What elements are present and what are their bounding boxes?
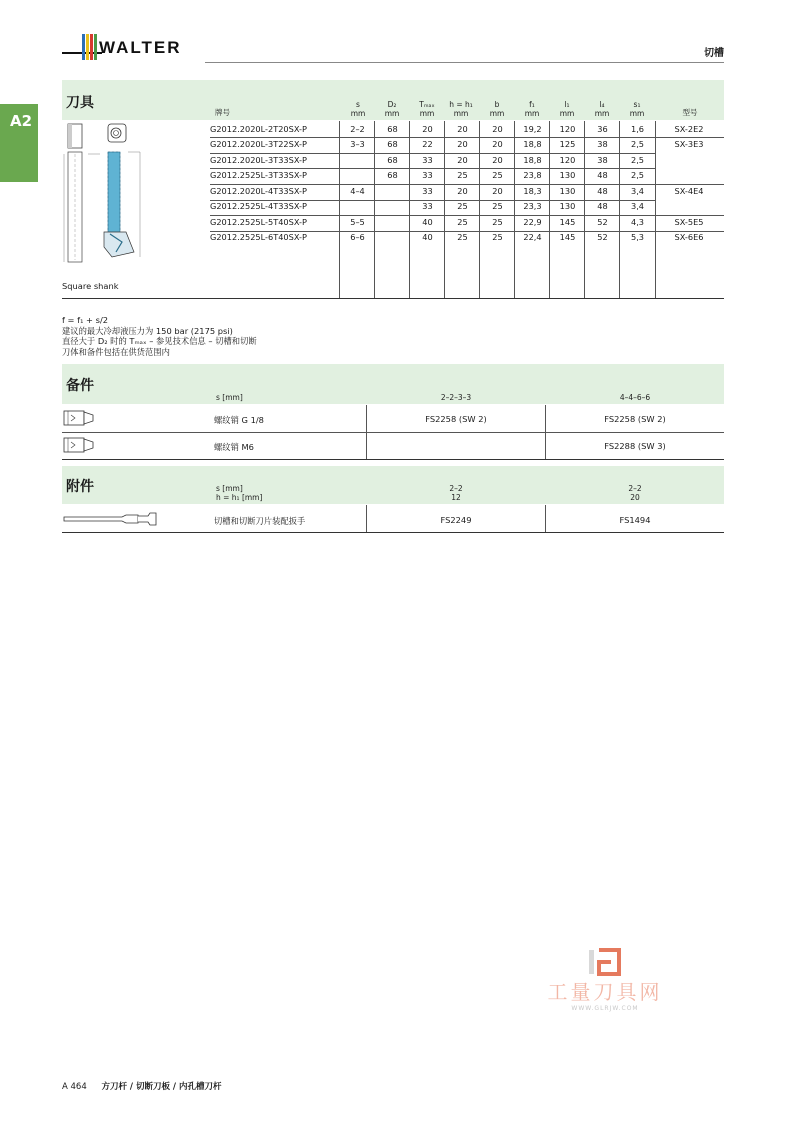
cell-l1: 125 bbox=[559, 139, 576, 150]
acc-col-1: 2–2 12 bbox=[449, 484, 463, 502]
cell-b: 25 bbox=[492, 201, 503, 212]
table-row bbox=[210, 183, 723, 199]
col-l1: l₁ mm bbox=[559, 100, 575, 118]
watermark-logo-icon bbox=[585, 948, 625, 976]
cell-h: 20 bbox=[457, 123, 468, 134]
cell-s1: 3,4 bbox=[630, 185, 645, 196]
col-l4: l₄ mm bbox=[594, 100, 610, 118]
cell-b: 25 bbox=[492, 232, 503, 243]
cell-type bbox=[655, 168, 723, 184]
cell-tmax: 33 bbox=[422, 201, 433, 212]
spare-col-2: 4–4–6–6 bbox=[619, 393, 651, 402]
cell-l1: 120 bbox=[559, 154, 576, 165]
cell-des: G2012.2020L-3T33SX-P bbox=[210, 154, 307, 165]
cell-f1: 22,9 bbox=[523, 216, 542, 227]
cell-d2 bbox=[375, 214, 410, 230]
notes bbox=[62, 315, 257, 357]
grid-line bbox=[62, 532, 724, 533]
screw-pin-icon bbox=[63, 436, 97, 454]
wrench-icon bbox=[62, 511, 162, 527]
grid-line bbox=[655, 121, 656, 299]
col-type: 型号 bbox=[682, 108, 698, 117]
cell-l4: 48 bbox=[597, 170, 608, 181]
grid-line bbox=[339, 121, 340, 299]
cell-b: 20 bbox=[492, 185, 503, 196]
cell-f1: 23,3 bbox=[523, 201, 542, 212]
cell-d2 bbox=[375, 183, 410, 199]
table-row bbox=[210, 137, 723, 153]
cell-s: 2–2 bbox=[350, 123, 365, 134]
grid-line bbox=[409, 121, 410, 299]
cell-s1: 1,6 bbox=[630, 123, 645, 134]
cell-des: G2012.2020L-2T20SX-P bbox=[210, 123, 307, 134]
cell-tmax: 33 bbox=[422, 185, 433, 196]
col-d2: D₂ mm bbox=[384, 100, 400, 118]
watermark bbox=[535, 948, 675, 1012]
cell-s: 5–5 bbox=[350, 216, 365, 227]
tool-drawing-icon bbox=[60, 122, 160, 272]
cell-s1: 2,5 bbox=[630, 154, 645, 165]
cell-l4: 52 bbox=[597, 216, 608, 227]
table-row bbox=[210, 168, 723, 184]
acc-row-c2: FS1494 bbox=[619, 515, 651, 525]
acc-col-2: 2–2 20 bbox=[628, 484, 642, 502]
col-b: b mm bbox=[489, 100, 505, 118]
grid-line bbox=[210, 168, 656, 169]
cell-l4: 38 bbox=[597, 139, 608, 150]
table-row bbox=[210, 214, 723, 230]
spare-row-c2: FS2288 (SW 3) bbox=[604, 441, 666, 451]
grid-line bbox=[584, 121, 585, 299]
grid-line bbox=[210, 231, 724, 232]
grid-line bbox=[374, 121, 375, 299]
cell-h: 20 bbox=[457, 185, 468, 196]
cell-h: 25 bbox=[457, 201, 468, 212]
cell-f1: 19,2 bbox=[523, 123, 542, 134]
grid-line bbox=[210, 215, 724, 216]
grid-line bbox=[210, 137, 724, 138]
grid-line bbox=[619, 121, 620, 299]
grid-line bbox=[549, 121, 550, 299]
table-row bbox=[210, 121, 723, 137]
cell-f1: 23,8 bbox=[523, 170, 542, 181]
spare-row-c1: FS2258 (SW 2) bbox=[425, 414, 487, 424]
col-s: s mm bbox=[350, 100, 366, 118]
cell-tmax: 40 bbox=[422, 216, 433, 227]
cell-l1: 145 bbox=[559, 216, 576, 227]
cell-h: 20 bbox=[457, 154, 468, 165]
brand-logo-text: WALTER bbox=[99, 38, 182, 57]
side-tab[interactable] bbox=[0, 104, 38, 182]
cell-l4: 38 bbox=[597, 154, 608, 165]
screw-pin-icon bbox=[63, 409, 97, 427]
cell-tmax: 22 bbox=[422, 139, 433, 150]
cell-s1: 3,4 bbox=[630, 201, 645, 212]
cell-d2: 68 bbox=[387, 123, 398, 134]
cell-s1: 2,5 bbox=[630, 139, 645, 150]
cell-type: SX-3E3 bbox=[674, 139, 704, 150]
page-number: A 464 bbox=[62, 1082, 87, 1092]
cell-type bbox=[655, 152, 723, 168]
cell-type: SX-2E2 bbox=[674, 123, 704, 134]
grid-line bbox=[210, 153, 656, 154]
grid-line bbox=[62, 432, 724, 433]
note-line: f = f₁ + s/2 bbox=[62, 315, 109, 325]
tools-caption: Square shank bbox=[62, 281, 119, 291]
cell-h: 25 bbox=[457, 170, 468, 181]
cell-b: 25 bbox=[492, 170, 503, 181]
cell-l4: 48 bbox=[597, 185, 608, 196]
cell-f1: 22,4 bbox=[523, 232, 542, 243]
footer-path: 方刀杆 / 切断刀板 / 内孔槽刀杆 bbox=[101, 1082, 222, 1092]
cell-s: 4–4 bbox=[350, 185, 365, 196]
cell-s bbox=[340, 152, 375, 168]
cell-s: 3–3 bbox=[350, 139, 365, 150]
grid-line bbox=[62, 459, 724, 460]
note-line: 刀体和备件包括在供货范围内 bbox=[62, 346, 170, 357]
spare-col-label: s [mm] bbox=[216, 393, 243, 402]
cell-tmax: 33 bbox=[422, 170, 433, 181]
cell-des: G2012.2525L-5T40SX-P bbox=[210, 216, 307, 227]
cell-h: 25 bbox=[457, 232, 468, 243]
cell-b: 20 bbox=[492, 154, 503, 165]
cell-l4: 52 bbox=[597, 232, 608, 243]
cell-d2: 68 bbox=[387, 139, 398, 150]
cell-d2: 68 bbox=[387, 154, 398, 165]
cell-type: SX-5E5 bbox=[674, 216, 704, 227]
section-label: 切槽 bbox=[704, 48, 724, 59]
cell-b: 25 bbox=[492, 216, 503, 227]
grid-line bbox=[210, 184, 724, 185]
cell-h: 20 bbox=[457, 139, 468, 150]
cell-des: G2012.2020L-4T33SX-P bbox=[210, 185, 307, 196]
accessories-title: 附件 bbox=[66, 479, 94, 495]
cell-h: 25 bbox=[457, 216, 468, 227]
cell-tmax: 20 bbox=[422, 123, 433, 134]
footer bbox=[62, 1080, 222, 1092]
cell-l1: 120 bbox=[559, 123, 576, 134]
cell-des: G2012.2525L-3T33SX-P bbox=[210, 170, 307, 181]
acc-row-name: 切槽和切断刀片装配扳手 bbox=[214, 516, 306, 526]
tools-table bbox=[210, 121, 723, 245]
cell-l4: 36 bbox=[597, 123, 608, 134]
note-line: 建议的最大冷却液压力为 150 bar (2175 psi) bbox=[62, 325, 233, 336]
col-s1: s₁ mm bbox=[629, 100, 645, 118]
spare-row-name: 螺纹销 G 1/8 bbox=[214, 415, 264, 425]
grid-line bbox=[545, 505, 546, 532]
tools-title: 刀具 bbox=[66, 95, 94, 111]
grid-line bbox=[514, 121, 515, 299]
cell-d2: 68 bbox=[387, 170, 398, 181]
cell-l1: 145 bbox=[559, 232, 576, 243]
spare-row-c2: FS2258 (SW 2) bbox=[604, 414, 666, 424]
cell-f1: 18,8 bbox=[523, 154, 542, 165]
cell-l1: 130 bbox=[559, 185, 576, 196]
walter-logo-icon bbox=[82, 34, 98, 60]
cell-des: G2012.2020L-3T22SX-P bbox=[210, 139, 307, 150]
cell-f1: 18,8 bbox=[523, 139, 542, 150]
spare-col-1: 2–2–3–3 bbox=[440, 393, 472, 402]
cell-l1: 130 bbox=[559, 170, 576, 181]
cell-s1: 2,5 bbox=[630, 170, 645, 181]
cell-s: 6–6 bbox=[350, 232, 365, 243]
cell-s1: 4,3 bbox=[630, 216, 645, 227]
cell-b: 20 bbox=[492, 139, 503, 150]
cell-tmax: 33 bbox=[422, 154, 433, 165]
watermark-text: 工量刀具网 bbox=[547, 980, 663, 1004]
cell-f1: 18,3 bbox=[523, 185, 542, 196]
acc-col-label: s [mm] h = h₁ [mm] bbox=[216, 484, 263, 502]
cell-tmax: 40 bbox=[422, 232, 433, 243]
grid-line bbox=[479, 121, 480, 299]
cell-type: SX-4E4 bbox=[674, 185, 704, 196]
cell-s bbox=[340, 168, 375, 184]
spare-parts-title: 备件 bbox=[66, 378, 94, 394]
grid-line bbox=[444, 121, 445, 299]
table-row bbox=[210, 152, 723, 168]
cell-l4: 48 bbox=[597, 201, 608, 212]
note-line: 直径大于 D₂ 时的 Tₘₐₓ – 参见技术信息 – 切槽和切断 bbox=[62, 336, 257, 346]
col-f1: f₁ mm bbox=[524, 100, 540, 118]
spare-row-name: 螺纹销 M6 bbox=[214, 442, 254, 452]
cell-des: G2012.2525L-6T40SX-P bbox=[210, 232, 307, 243]
acc-row-c1: FS2249 bbox=[440, 515, 472, 525]
col-designation: 牌号 bbox=[215, 108, 230, 117]
cell-type bbox=[655, 199, 723, 215]
side-tab-label: A2 bbox=[10, 112, 33, 130]
cell-s1: 5,3 bbox=[630, 232, 645, 243]
cell-type: SX-6E6 bbox=[674, 232, 704, 243]
cell-b: 20 bbox=[492, 123, 503, 134]
watermark-url: WWW.GLRJW.COM bbox=[571, 1005, 639, 1012]
table-bottom-rule bbox=[62, 298, 724, 299]
grid-line bbox=[366, 505, 367, 532]
cell-des: G2012.2525L-4T33SX-P bbox=[210, 201, 307, 212]
col-tmax: Tₘₐₓ mm bbox=[419, 100, 435, 118]
header-rule bbox=[205, 62, 724, 63]
cell-l1: 130 bbox=[559, 201, 576, 212]
col-h: h = h₁ mm bbox=[449, 100, 473, 118]
grid-line bbox=[210, 200, 656, 201]
